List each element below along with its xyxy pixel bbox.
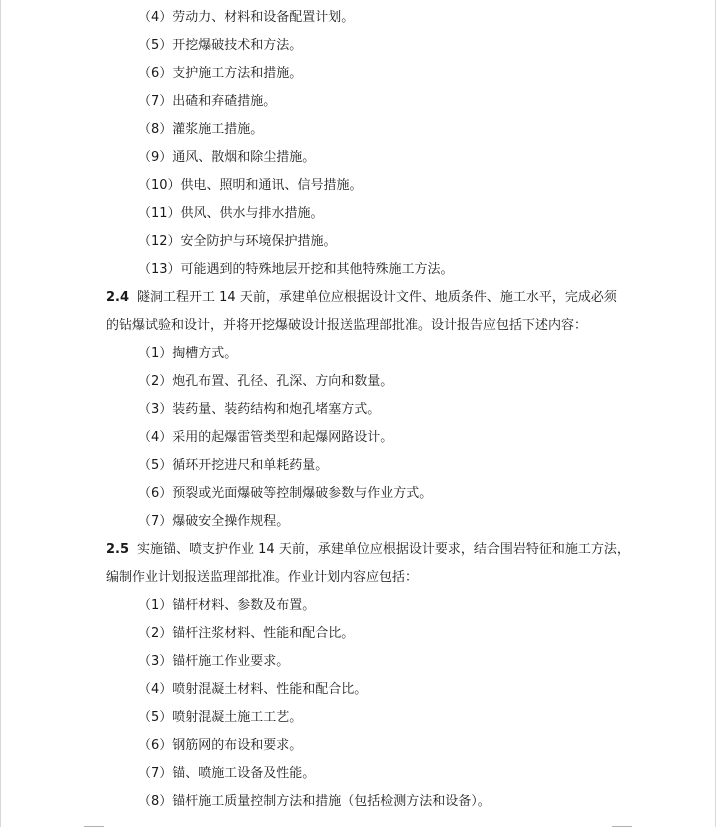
list-item: （6）钢筋网的布设和要求。 bbox=[138, 738, 303, 753]
section-number: 2.5 bbox=[106, 542, 130, 557]
list-item: （8）锚杆施工质量控制方法和措施（包括检测方法和设备）。 bbox=[138, 794, 491, 809]
list-item: （7）出碴和弃碴措施。 bbox=[138, 94, 277, 109]
paragraph-line: 编制作业计划报送监理部批准。作业计划内容应包括： bbox=[106, 570, 419, 585]
section-2-4-paragraph bbox=[0, 288, 716, 308]
list-item: （5）开挖爆破技术和方法。 bbox=[138, 38, 303, 53]
list-item: （9）通风、散烟和除尘措施。 bbox=[138, 150, 316, 165]
list-item: （2）炮孔布置、孔径、孔深、方向和数量。 bbox=[138, 374, 394, 389]
list-item: （5）循环开挖进尺和单耗药量。 bbox=[138, 458, 329, 473]
paragraph-line: 的钻爆试验和设计，并将开挖爆破设计报送监理部批准。设计报告应包括下述内容： bbox=[106, 318, 588, 333]
list-item: （12）安全防护与环境保护措施。 bbox=[138, 234, 337, 249]
list-item: （13）可能遇到的特殊地层开挖和其他特殊施工方法。 bbox=[138, 262, 454, 277]
list-item: （7）锚、喷施工设备及性能。 bbox=[138, 766, 316, 781]
section-2-5-paragraph bbox=[0, 540, 716, 560]
list-item: （6）预裂或光面爆破等控制爆破参数与作业方式。 bbox=[138, 486, 433, 501]
list-item: （8）灌浆施工措施。 bbox=[138, 122, 264, 137]
list-item: （11）供风、供水与排水措施。 bbox=[138, 206, 324, 221]
list-item: （1）掏槽方式。 bbox=[138, 346, 238, 361]
list-item: （1）锚杆材料、参数及布置。 bbox=[138, 598, 316, 613]
paragraph-line: 实施锚、喷支护作业 14 天前，承建单位应根据设计要求，结合围岩特征和施工方法， bbox=[137, 542, 630, 557]
paragraph-line: 隧洞工程开工 14 天前，承建单位应根据设计文件、地质条件、施工水平，完成必须 bbox=[137, 290, 617, 305]
list-item: （7）爆破安全操作规程。 bbox=[138, 514, 290, 529]
list-item: （4）采用的起爆雷管类型和起爆网路设计。 bbox=[138, 430, 394, 445]
list-item: （3）锚杆施工作业要求。 bbox=[138, 654, 290, 669]
list-item: （5）喷射混凝土施工工艺。 bbox=[138, 710, 303, 725]
list-item: （4）劳动力、材料和设备配置计划。 bbox=[138, 10, 355, 25]
list-item: （3）装药量、装药结构和炮孔堵塞方式。 bbox=[138, 402, 381, 417]
list-item: （2）锚杆注浆材料、性能和配合比。 bbox=[138, 626, 355, 641]
list-item: （10）供电、照明和通讯、信号措施。 bbox=[138, 178, 363, 193]
list-item: （4）喷射混凝土材料、性能和配合比。 bbox=[138, 682, 368, 697]
list-item: （6）支护施工方法和措施。 bbox=[138, 66, 303, 81]
section-number: 2.4 bbox=[106, 290, 130, 305]
